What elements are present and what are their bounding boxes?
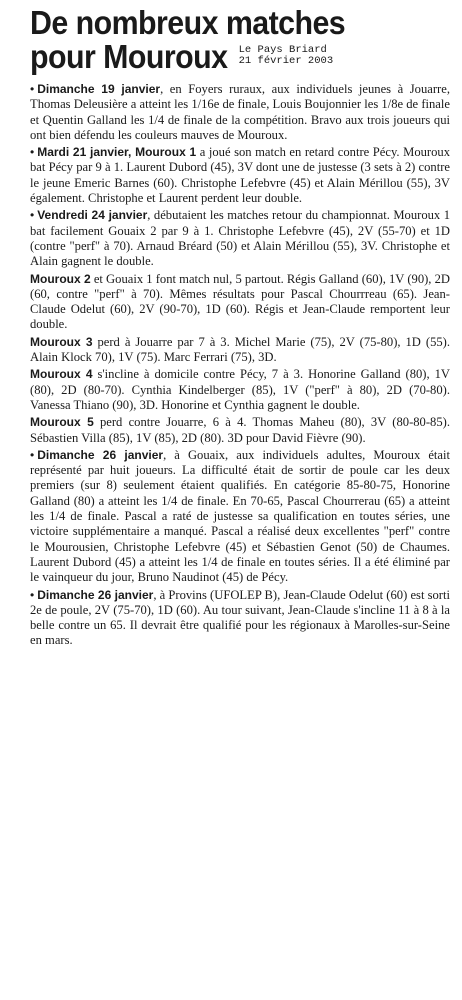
paragraph-text: , à Gouaix, aux individuels adultes, Mouroux était représenté par huit joueurs. La difficulté était de sortir de poule car les deux premiers (sur 8) seulement étaient qualifiés. En catégorie 85-80-75, Honorine Galland (80) a atteint les 1/4 de finale. En 70-65, Pascal Chourrerau (65) a atteint les 1/4 de finale. Pascal a raté de justesse sa qualification en toutes séries, une victoire supplémentaire a manqué. Pascal a réalisé deux excellentes "perf" contre le Mourousien, Christophe Lefebvre (45) et Sébastien Genot (50) de Chaumes. Laurent Dubord (45) a atteint les 1/4 de finale en toutes séries. Il a été éliminé par le vainqueur du jour, Bruno Naudinot (45) de Pécy. <box>30 447 451 585</box>
paragraph <box>30 335 450 366</box>
paragraph-text: perd à Jouarre par 7 à 3. Michel Marie (75), 2V (75-80), 1D (55). Alain Klock 70), 1V (75). Marc Ferrari (75), 3D. <box>30 334 451 365</box>
paragraph-lead: Mouroux 5 <box>30 415 94 430</box>
paragraph-text: , en Foyers ruraux, aux individuels jeunes à Jouarre, Thomas Deleusière a atteint les 1/16e de finale, Louis Boujonnier les 1/8e de finale et Quentin Galland les 1/4 de finale de la compétition. Bravo aux trois joueurs qui ont bien défendu les couleurs mauves de Mouroux. <box>30 82 450 142</box>
paragraph-lead: Dimanche 19 janvier <box>37 82 161 96</box>
paragraph <box>30 145 450 206</box>
paragraph-text: a joué son match en retard contre Pécy. Mouroux bat Pécy par 9 à 1. Laurent Dubord (45), 3V dont une de justesse (3 sets à 2) contre le jeune Emeric Barnes (60). Christophe Lefebvre (45) et Alain Mérillou (55), 3V également. Christophe et Laurent perdent leur double. <box>30 145 450 206</box>
paragraph <box>30 367 450 413</box>
paragraph-text: perd contre Jouarre, 6 à 4. Thomas Maheu (80), 3V (80-80-85). Sébastien Villa (85), 1V (85), 2D (80). 3D pour David Fièvre (90). <box>30 415 450 445</box>
paragraph-text: s'incline à domicile contre Pécy, 7 à 3. Honorine Galland (80), 1V (80), 2D (80-70). Cynthia Kindelberger (85), 1V ("perf" à 80), 2D (70-80). Vanessa Thiano (90), 3D. Honorine et Cynthia gagnent le double. <box>30 367 451 412</box>
headline-row-2 <box>30 40 450 74</box>
paragraph-lead: Dimanche 26 janvier <box>37 447 164 462</box>
bullet-icon: • <box>30 145 35 160</box>
paragraph-lead: Mardi 21 janvier, Mouroux 1 <box>37 145 197 160</box>
source-date: 21 février 2003 <box>238 55 334 67</box>
source-name: Le Pays Briard <box>238 44 327 56</box>
paragraph-text: et Gouaix 1 font match nul, 5 partout. Régis Galland (60), 1V (90), 2D (60, contre "perf" à 70). Mêmes résultats pour Pascal Chourrreau (65). Jean-Claude Odelut (60), 2V (90-70), 1D (60). Régis et Jean-Claude remportent leur double. <box>30 271 450 332</box>
paragraph <box>30 415 450 446</box>
article-body <box>30 82 450 649</box>
paragraph <box>30 82 450 143</box>
paragraph-lead: Vendredi 24 janvier <box>37 208 148 223</box>
paragraph <box>30 588 450 649</box>
paragraph <box>30 448 450 586</box>
paragraph <box>30 208 450 269</box>
paragraph-lead: Mouroux 3 <box>30 334 93 349</box>
bullet-icon: • <box>30 82 35 96</box>
headline-line-1: De nombreux matches <box>30 4 346 41</box>
paragraph-lead: Mouroux 4 <box>30 367 93 382</box>
paragraph-text: , à Provins (UFOLEP B), Jean-Claude Odelut (60) est sorti 2e de poule, 2V (75-70), 1D (60). Au tour suivant, Jean-Claude s'incline 11 à 8 à la belle contre un 65. Il devrait être qualifié pour les régionaux à Marolles-sur-Seine en mars. <box>30 587 450 648</box>
bullet-icon: • <box>30 587 35 602</box>
paragraph-text: , débutaient les matches retour du championnat. Mouroux 1 bat facilement Gouaix 2 par 9 à 1. Christophe Lefebvre (45), 2V (55-70) et 1D (contre "perf" à 70). Arnaud Bréard (50) et Alain Mérillou (55), 3V. Christophe et Alain gagnent le double. <box>30 208 451 269</box>
paragraph-lead: Dimanche 26 janvier <box>37 587 154 602</box>
paragraph <box>30 272 450 333</box>
source-credit <box>239 45 334 67</box>
bullet-icon: • <box>30 447 35 462</box>
bullet-icon: • <box>30 208 35 223</box>
headline-line-2: pour Mouroux <box>30 38 228 75</box>
paragraph-lead: Mouroux 2 <box>30 271 91 286</box>
